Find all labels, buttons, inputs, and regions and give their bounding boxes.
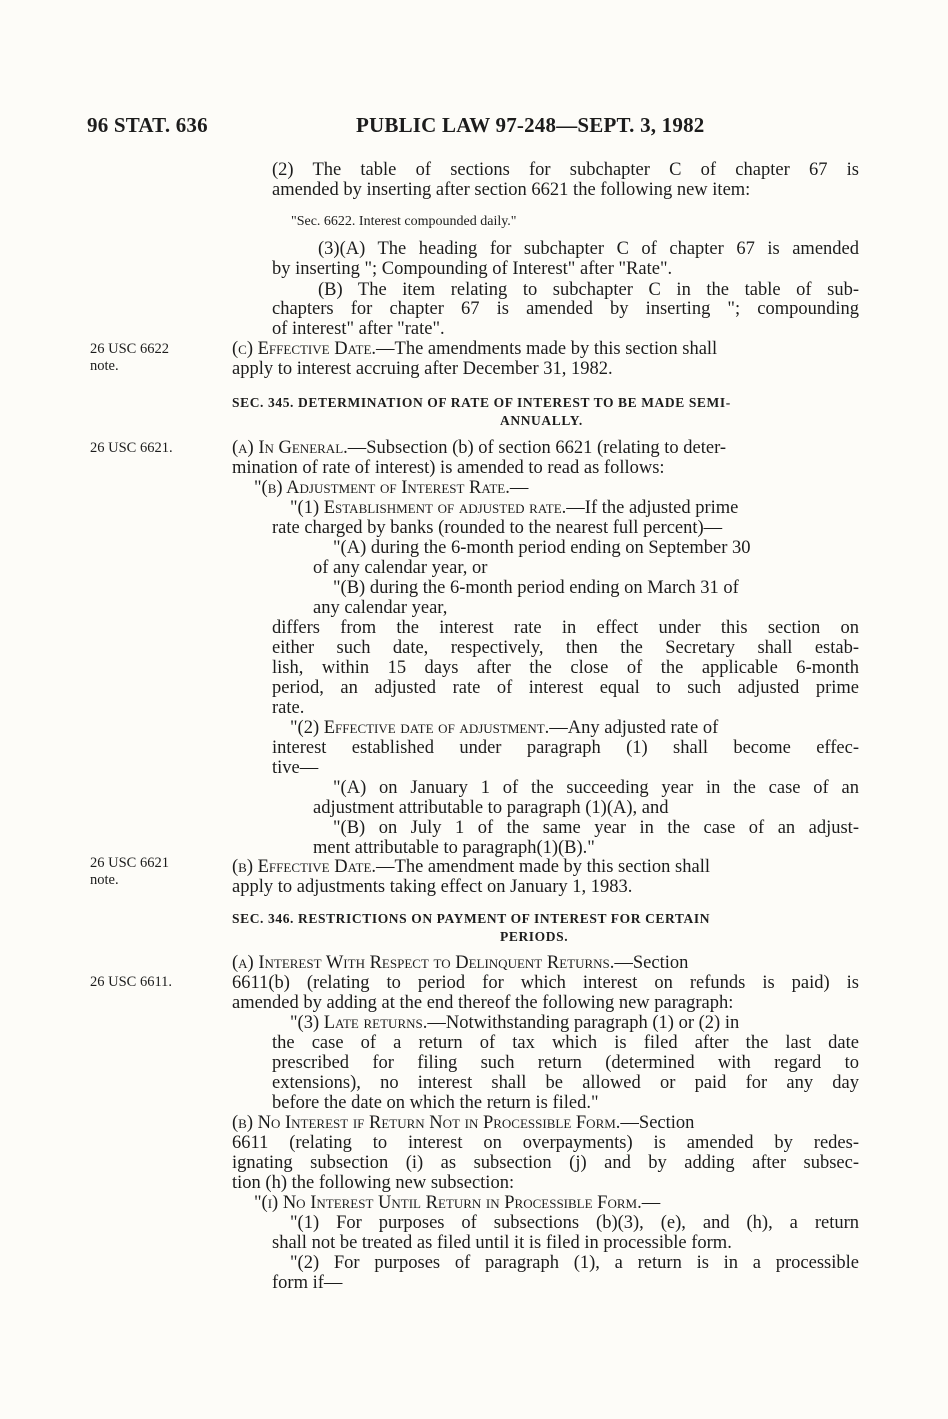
margin-note-line: 26 USC 6611. bbox=[90, 974, 173, 990]
text-span: —Section bbox=[614, 953, 689, 973]
subsection-line bbox=[232, 1113, 694, 1133]
paragraph-heading: "(3) Late returns. bbox=[290, 1013, 428, 1033]
page-stat-citation: 96 STAT. 636 bbox=[87, 113, 208, 137]
text-line: of interest" after "rate". bbox=[272, 319, 445, 339]
text-line: (B) The item relating to subchapter C in the table of sub- bbox=[318, 280, 859, 300]
text-line: interest established under paragraph (1) shall become effec- bbox=[272, 738, 859, 758]
text-span: —Notwithstanding paragraph (1) or (2) in bbox=[427, 1013, 740, 1033]
text-line: (3)(A) The heading for subchapter C of chapter 67 is amended bbox=[318, 239, 859, 259]
section-heading-346-cont: PERIODS. bbox=[500, 929, 569, 944]
margin-note-line: 26 USC 6622 bbox=[90, 341, 169, 357]
subsection-line bbox=[232, 953, 688, 973]
subsection-line bbox=[232, 857, 710, 877]
text-span: —The amendments made by this section shall bbox=[376, 339, 718, 359]
paragraph-line bbox=[290, 1013, 739, 1033]
text-span: —Subsection (b) of section 6621 (relating to deter- bbox=[347, 438, 727, 458]
table-item-line: "Sec. 6622. Interest compounded daily." bbox=[291, 214, 517, 229]
text-line: tion (h) the following new subsection: bbox=[232, 1173, 515, 1193]
text-span: —Section bbox=[620, 1113, 695, 1133]
text-span: — bbox=[509, 478, 529, 498]
text-line: mination of rate of interest) is amended to read as follows: bbox=[232, 458, 665, 478]
text-line: "(A) during the 6-month period ending on September 30 bbox=[333, 538, 751, 558]
text-line: "(A) on January 1 of the succeeding year in the case of an bbox=[333, 778, 859, 798]
subsection-line bbox=[232, 438, 726, 458]
text-line: lish, within 15 days after the close of the applicable 6-month bbox=[272, 658, 859, 678]
text-line: of any calendar year, or bbox=[313, 558, 488, 578]
text-line: either such date, respectively, then the Secretary shall estab- bbox=[272, 638, 859, 658]
text-line: 6611(b) (relating to period for which interest on refunds is paid) is bbox=[232, 973, 859, 993]
margin-note-line: note. bbox=[90, 358, 119, 374]
text-span: —Any adjusted rate of bbox=[549, 718, 719, 738]
text-line: amended by inserting after section 6621 the following new item: bbox=[272, 180, 751, 200]
text-line: "(2) For purposes of paragraph (1), a return is in a processible bbox=[290, 1253, 859, 1273]
text-line: tive— bbox=[272, 758, 319, 778]
text-line: before the date on which the return is filed." bbox=[272, 1093, 599, 1113]
paragraph-line bbox=[290, 498, 738, 518]
text-line: apply to adjustments taking effect on January 1, 1983. bbox=[232, 877, 633, 897]
paragraph-heading: "(2) Effective date of adjustment. bbox=[290, 718, 550, 738]
text-line: "(B) during the 6-month period ending on March 31 of bbox=[333, 578, 739, 598]
text-span: — bbox=[641, 1193, 661, 1213]
text-line: rate charged by banks (rounded to the nearest full percent)— bbox=[272, 518, 723, 538]
text-line: prescribed for filing such return (determined with regard to bbox=[272, 1053, 859, 1073]
text-line: ignating subsection (i) as subsection (j) and by adding after subsec- bbox=[232, 1153, 859, 1173]
margin-note-usc-6622 bbox=[90, 341, 169, 375]
margin-note-usc-6621-note bbox=[90, 855, 169, 889]
paragraph-heading: "(1) Establishment of adjusted rate. bbox=[290, 498, 567, 518]
section-heading-345: SEC. 345. DETERMINATION OF RATE OF INTEREST TO BE MADE SEMI- bbox=[232, 395, 731, 410]
subsection-line bbox=[232, 339, 859, 359]
page-law-title: PUBLIC LAW 97-248—SEPT. 3, 1982 bbox=[356, 113, 705, 137]
text-line: amended by adding at the end thereof the following new paragraph: bbox=[232, 993, 734, 1013]
text-line: "(B) on July 1 of the same year in the case of an adjust- bbox=[333, 818, 859, 838]
text-line: 6611 (relating to interest on overpayments) is amended by redes- bbox=[232, 1133, 859, 1153]
text-line: (2) The table of sections for subchapter C of chapter 67 is bbox=[272, 160, 859, 180]
section-heading-345-cont: ANNUALLY. bbox=[500, 413, 583, 428]
subsection-heading: "(i) No Interest Until Return in Processible Form. bbox=[254, 1193, 642, 1213]
text-line: form if— bbox=[272, 1273, 343, 1293]
text-span: —The amendment made by this section shall bbox=[376, 857, 710, 877]
subsection-line bbox=[254, 478, 528, 498]
text-line: by inserting "; Compounding of Interest" after "Rate". bbox=[272, 259, 673, 279]
text-line: adjustment attributable to paragraph (1)(A), and bbox=[313, 798, 669, 818]
text-line: rate. bbox=[272, 698, 305, 718]
subsection-line bbox=[254, 1193, 660, 1213]
section-heading-346: SEC. 346. RESTRICTIONS ON PAYMENT OF INTEREST FOR CERTAIN bbox=[232, 911, 711, 926]
text-line: "(1) For purposes of subsections (b)(3), (e), and (h), a return bbox=[290, 1213, 859, 1233]
margin-note-line: note. bbox=[90, 872, 119, 888]
margin-note-line: 26 USC 6621 bbox=[90, 855, 169, 871]
subsection-heading: "(b) Adjustment of Interest Rate. bbox=[254, 478, 510, 498]
text-line: differs from the interest rate in effect under this section on bbox=[272, 618, 859, 638]
text-span: —If the adjusted prime bbox=[566, 498, 739, 518]
subsection-heading: (b) No Interest if Return Not in Processible Form. bbox=[232, 1113, 621, 1133]
subsection-heading: (c) Effective Date. bbox=[232, 339, 377, 359]
subsection-heading: (b) Effective Date. bbox=[232, 857, 377, 877]
text-line: the case of a return of tax which is filed after the last date bbox=[272, 1033, 859, 1053]
margin-note-usc-6611 bbox=[90, 974, 172, 991]
text-line: any calendar year, bbox=[313, 598, 448, 618]
text-line: apply to interest accruing after December 31, 1982. bbox=[232, 359, 613, 379]
text-line: ment attributable to paragraph(1)(B)." bbox=[313, 838, 595, 858]
text-line: extensions), no interest shall be allowed or paid for any day bbox=[272, 1073, 859, 1093]
subsection-heading: (a) Interest With Respect to Delinquent Returns. bbox=[232, 953, 615, 973]
margin-note-line: 26 USC 6621. bbox=[90, 440, 173, 456]
text-line: shall not be treated as filed until it is filed in processible form. bbox=[272, 1233, 732, 1253]
text-line: period, an adjusted rate of interest equal to such adjusted prime bbox=[272, 678, 859, 698]
subsection-heading: (a) In General. bbox=[232, 438, 348, 458]
text-line: chapters for chapter 67 is amended by inserting "; compounding bbox=[272, 299, 859, 319]
margin-note-usc-6621 bbox=[90, 440, 173, 457]
paragraph-line bbox=[290, 718, 718, 738]
